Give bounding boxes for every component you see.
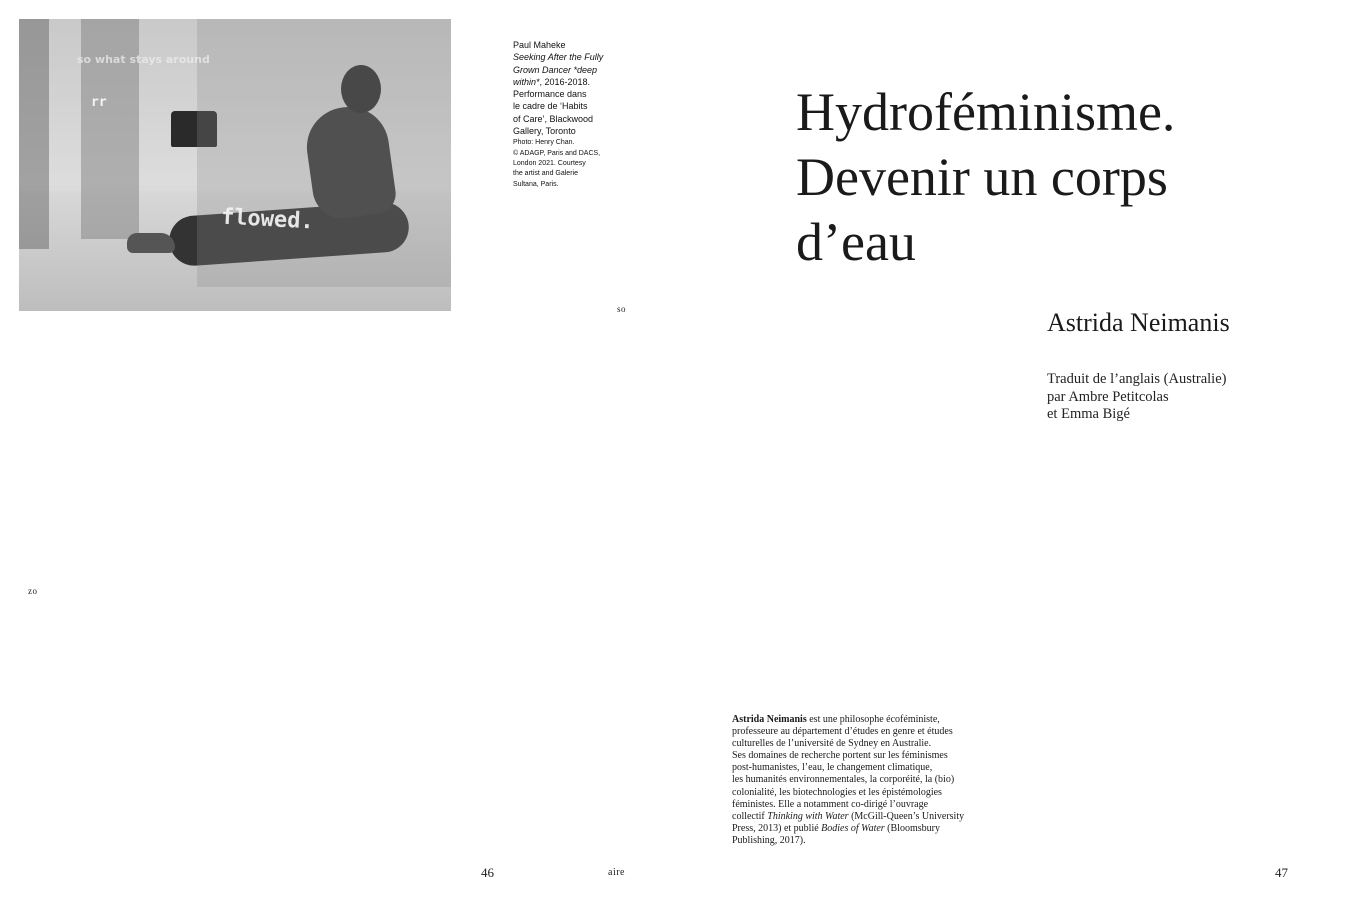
caption-credit-line: London 2021. Courtesy (513, 159, 586, 167)
bio-line: Publishing, 2017). (732, 834, 806, 846)
bio-text: (McGill-Queen’s University (848, 810, 965, 822)
article-title-line: d’eau (796, 212, 916, 272)
caption-body-line: of Care’, Blackwood (513, 113, 594, 124)
bio-line (732, 823, 982, 835)
article-author: Astrida Neimanis (1047, 308, 1230, 337)
photo-curtain-front (197, 19, 451, 287)
author-bio (732, 714, 982, 847)
bio-line (732, 811, 982, 823)
article-title (796, 80, 1316, 275)
article-title-line: Hydroféminisme. (796, 82, 1176, 142)
bio-book-title: Thinking with Water (767, 810, 849, 822)
margin-marker-so: so (617, 304, 627, 314)
margin-marker-aire: aire (608, 867, 625, 878)
caption-credit-line: © ADAGP, Paris and DACS, (513, 149, 601, 157)
page-number-left: 46 (481, 865, 494, 880)
bio-line (732, 714, 982, 726)
artwork-photo (19, 19, 451, 311)
caption-year: , 2016-2018. (539, 76, 591, 87)
bio-text: est une philosophe écoféministe, (806, 714, 940, 725)
caption-title-line: Seeking After the Fully (513, 52, 604, 63)
bio-line: les humanités environnementales, la corporéité, la (bio) (732, 774, 955, 786)
caption-title-end (513, 76, 625, 88)
bio-author-name: Astrida Neimanis (732, 714, 807, 725)
photo-overlay-text-main: flowed. (220, 204, 315, 235)
translation-line: et Emma Bigé (1047, 406, 1130, 422)
page-number-right: 47 (1275, 865, 1288, 880)
bio-line: professeure au département d’études en genre et études (732, 726, 953, 738)
translation-line: par Ambre Petitcolas (1047, 388, 1169, 405)
caption-body-line: Gallery, Toronto (513, 126, 576, 137)
caption-body-line: Performance dans (513, 89, 587, 100)
margin-marker-zo: zo (28, 586, 38, 596)
translation-line: Traduit de l’anglais (Australie) (1047, 371, 1227, 387)
bio-line: post-humanistes, l’eau, le changement climatique, (732, 762, 933, 774)
bio-line: féministes. Elle a notamment co-dirigé l’ouvrage (732, 798, 929, 810)
bio-text: (Bloomsbury (884, 822, 940, 834)
caption-credit-line: Photo: Henry Chan. (513, 139, 575, 147)
bio-line: Ses domaines de recherche portent sur les féminismes (732, 750, 948, 762)
caption-title-italic: within* (513, 76, 540, 87)
bio-book-title: Bodies of Water (821, 822, 885, 834)
photo-shoe (127, 233, 175, 253)
photo-overlay-text-mid: rr (91, 95, 107, 110)
bio-text: Press, 2013) et publié (732, 822, 822, 834)
caption-body-line: le cadre de ‘Habits (513, 101, 588, 112)
caption-credit-line: Sultana, Paris. (513, 180, 559, 188)
article-title-line: Devenir un corps (796, 147, 1168, 207)
caption-artist: Paul Maheke (513, 40, 566, 50)
bio-text: collectif (732, 810, 768, 822)
photo-curtain-mid (81, 19, 139, 239)
photo-curtain-left (19, 19, 49, 249)
bio-line: culturelles de l’université de Sydney en Australie. (732, 738, 932, 750)
photo-overlay-text-top: so what stays around (77, 53, 210, 66)
caption-credit-line: the artist and Galerie (513, 170, 578, 178)
photo-caption (513, 39, 625, 190)
bio-line: colonialité, les biotechnologies et les épistémologies (732, 786, 942, 798)
caption-title-line: Grown Dancer *deep (513, 64, 598, 75)
translation-credit (1047, 371, 1226, 424)
